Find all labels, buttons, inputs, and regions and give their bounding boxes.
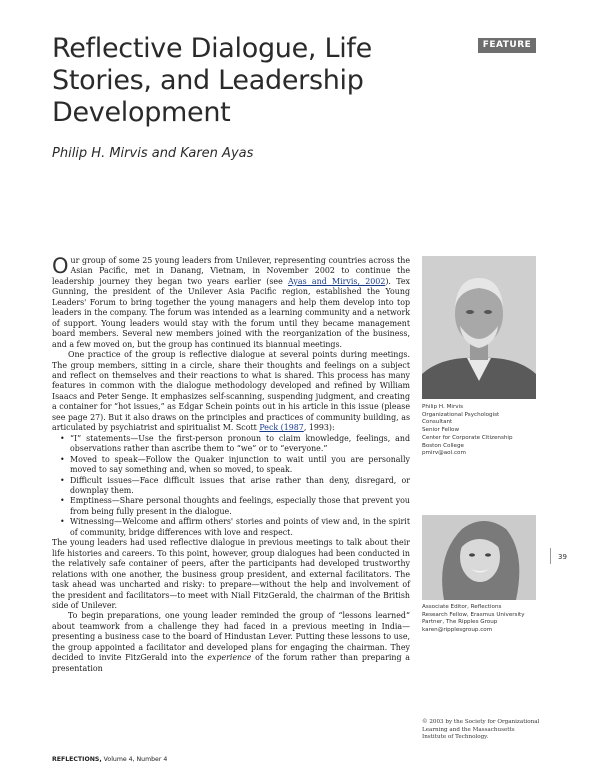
- article-authors: Philip H. Mirvis and Karen Ayas: [52, 146, 254, 161]
- author-photo-mirvis: [422, 256, 536, 399]
- paragraph-1-text-a: ur group of some 25 young leaders from Unilever, representing countries across the Asian Pacific, met in Danang, Vietnam, in November 2002 to continue the leadership journey they began two years earlier (see: [52, 256, 410, 286]
- list-item: • Difficult issues—Face difficult issues that arise rather than deny, disregard, or downplay them.: [60, 475, 410, 495]
- author-bio-mirvis: Philip H. Mirvis Organizational Psychologist Consultant Senior Fellow Center for Corporate Citizenship Boston College pmirv@aol.com: [422, 404, 542, 458]
- feature-tag: FEATURE: [478, 38, 536, 53]
- paragraph-1-text-b: ). Tex Gunning, the president of the Unilever Asia Pacific region, established the Young Leaders' Forum to bring together the young managers and help them develop into top leaders in the company. The forum was intended as a learning community and a network of support. Young leaders would stay with the forum until they became management board members. Several new members joined with the reorganization of the business, and a few moved on, but the group has continued its biannual meetings.: [52, 276, 410, 349]
- bullet-icon: •: [60, 454, 65, 464]
- paragraph-4: To begin preparations, one young leader reminded the group of “lessons learned” about teamwork from a challenge they had faced in a previous meeting in India—presenting a business case to the board of Hindustan Lever. Putting these lessons to use, the group appointed a facilitator and developed plans for engaging the chairman. They decided to invite FitzGerald into the experience of the forum rather than preparing a presentation: [52, 611, 410, 673]
- author-email-mirvis[interactable]: pmirv@aol.com: [422, 450, 466, 457]
- paragraph-2-text-b: , 1993):: [303, 423, 335, 433]
- bullet-icon: •: [60, 496, 65, 506]
- paragraph-2: [52, 350, 410, 434]
- list-item: • “I” statements—Use the first-person pronoun to claim knowledge, feelings, and observations rather than ascribe them to “we” or to “everyone.”: [60, 433, 410, 454]
- drop-cap: O: [52, 254, 69, 278]
- list-item: • Emptiness—Share personal thoughts and feelings, especially those that prevent you from being fully present in the dialogue.: [60, 496, 410, 516]
- emphasis: experience: [207, 653, 252, 663]
- citation-link-ayas-mirvis[interactable]: Ayas and Mirvis, 2002: [288, 276, 386, 286]
- journal-issue: Volume 4, Number 4: [101, 756, 168, 763]
- article-body: [52, 256, 410, 674]
- author-bio-ayas: Associate Editor, Reflections Research Fellow, Erasmus University Partner, The Ripples Group karen@ripplesgroup.com: [422, 604, 542, 635]
- article-title: Reflective Dialogue, Life Stories, and Leadership Development: [52, 33, 372, 128]
- list-item: • Witnessing—Welcome and affirm others' stories and points of view and, in the spirit of community, bridge differences with love and respect.: [60, 517, 410, 537]
- practice-list: [52, 434, 410, 539]
- list-item: • Moved to speak—Follow the Quaker injunction to wait until you are personally moved to say something and, when so moved, to speak.: [60, 454, 410, 475]
- paragraph-1: [52, 256, 410, 350]
- bullet-icon: •: [60, 433, 65, 443]
- author-email-ayas[interactable]: karen@ripplesgroup.com: [422, 627, 493, 634]
- author-photo-ayas: [422, 515, 536, 600]
- paragraph-3: The young leaders had used reflective dialogue in previous meetings to talk about their life histories and careers. To this point, however, group dialogues had been conducted in the relatively safe container of peers, after the participants had developed trustworthy relations with one another, the business group president, and external facilitators. The task ahead was uncharted and risky: to prepare—without the help and involvement of the president and facilitators—to meet with Niall FitzGerald, the chairman of the British side of Unilever.: [52, 538, 410, 610]
- running-footer: [52, 756, 167, 763]
- citation-link-peck[interactable]: Peck (1987: [259, 423, 304, 433]
- journal-name: REFLECTIONS,: [52, 756, 102, 763]
- copyright-notice: © 2003 by the Society for Organizational Learning and the Massachusetts Institute of Technology.: [422, 719, 540, 741]
- bullet-icon: •: [60, 475, 65, 485]
- bullet-icon: •: [60, 517, 65, 527]
- page-number-rule: [550, 548, 551, 564]
- page-number: 39: [558, 553, 567, 561]
- paragraph-2-text-a: One practice of the group is reflective dialogue at several points during meetings. The group members, sitting in a circle, share their thoughts and feelings on a subject and reflect on themselves and their reactions to what is shared. This process has many features in common with the dialogue methodology developed and refined by William Isaacs and Peter Senge. It emphasizes self-scanning, suspending judgment, and creating a container for “hot issues,” as Edgar Schein points out in his article in this issue (please see page 27). But it also draws on the principles and practices of community building, as articulated by psychiatrist and spiritualist M. Scott: [52, 350, 410, 433]
